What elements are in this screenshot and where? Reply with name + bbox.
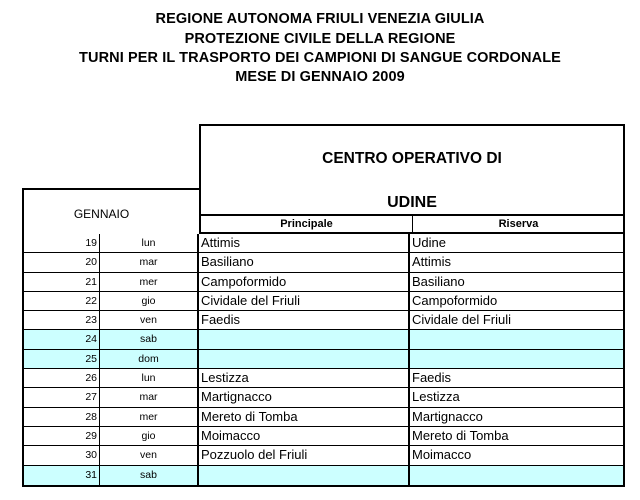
- riserva-cell: Mereto di Tomba: [408, 427, 623, 445]
- principale-cell: [197, 466, 408, 485]
- principale-cell: [197, 330, 408, 348]
- month-header: [22, 188, 199, 236]
- day-number: 26: [85, 372, 97, 385]
- table-row: [24, 253, 623, 272]
- day-number-cell: [24, 466, 99, 485]
- day-number-cell: [24, 273, 99, 291]
- weekday-cell: mar: [99, 388, 197, 406]
- table-row: [24, 311, 623, 330]
- operative-center-header: [199, 124, 625, 214]
- riserva-cell: Moimacco: [408, 446, 623, 464]
- day-number: 30: [85, 449, 97, 462]
- weekday-cell: mer: [99, 408, 197, 426]
- column-headers: [199, 214, 625, 234]
- principale-cell: Attimis: [197, 234, 408, 252]
- day-number-cell: [24, 330, 99, 348]
- day-number-cell: [24, 292, 99, 310]
- principale-cell: Mereto di Tomba: [197, 408, 408, 426]
- day-number-cell: [24, 427, 99, 445]
- day-number: 28: [85, 410, 97, 423]
- weekday-cell: mer: [99, 273, 197, 291]
- weekday-cell: lun: [99, 234, 197, 252]
- month-label: GENNAIO: [73, 207, 130, 221]
- day-number: 19: [85, 237, 97, 249]
- day-number: 24: [85, 333, 97, 346]
- day-number-cell: [24, 369, 99, 387]
- document-title-block: [0, 10, 640, 87]
- day-number: 31: [85, 468, 97, 481]
- weekday-cell: lun: [99, 369, 197, 387]
- table-row: [24, 388, 623, 407]
- day-number: 23: [85, 314, 97, 327]
- principale-cell: Basiliano: [197, 253, 408, 271]
- title-civil-protection: PROTEZIONE CIVILE DELLA REGIONE: [184, 31, 456, 47]
- weekday-cell: ven: [99, 446, 197, 464]
- day-number-cell: [24, 311, 99, 329]
- day-number-cell: [24, 253, 99, 271]
- day-number-cell: [24, 350, 99, 368]
- riserva-cell: [408, 350, 623, 368]
- day-number-cell: [24, 408, 99, 426]
- operative-center-label: CENTRO OPERATIVO DI: [322, 150, 502, 167]
- principale-cell: Faedis: [197, 311, 408, 329]
- principale-cell: Lestizza: [197, 369, 408, 387]
- day-number: 25: [85, 352, 97, 365]
- day-number: 21: [85, 275, 97, 288]
- day-number: 27: [85, 391, 97, 404]
- principale-cell: [197, 350, 408, 368]
- riserva-cell: Campoformido: [408, 292, 623, 310]
- weekday-cell: dom: [99, 350, 197, 368]
- table-row: [24, 234, 623, 253]
- principale-cell: Cividale del Friuli: [197, 292, 408, 310]
- principale-cell: Campoformido: [197, 273, 408, 291]
- weekday-cell: sab: [99, 466, 197, 485]
- riserva-cell: Udine: [408, 234, 623, 252]
- table-row: [24, 330, 623, 349]
- table-row: [24, 466, 623, 485]
- table-row: [24, 446, 623, 465]
- day-number-cell: [24, 446, 99, 464]
- title-transport-shifts: TURNI PER IL TRASPORTO DEI CAMPIONI DI SANGUE CORDONALE: [79, 50, 561, 66]
- title-month: MESE DI GENNAIO 2009: [235, 69, 405, 85]
- principale-cell: Pozzuolo del Friuli: [197, 446, 408, 464]
- riserva-cell: Attimis: [408, 253, 623, 271]
- riserva-cell: Basiliano: [408, 273, 623, 291]
- weekday-cell: sab: [99, 330, 197, 348]
- column-header-riserva: Riserva: [498, 218, 539, 230]
- table-row: [24, 350, 623, 369]
- column-header-principale: Principale: [201, 216, 413, 232]
- weekday-cell: mar: [99, 253, 197, 271]
- riserva-cell: [408, 466, 623, 485]
- operative-center-city: UDINE: [387, 194, 437, 211]
- principale-cell: Martignacco: [197, 388, 408, 406]
- weekday-cell: ven: [99, 311, 197, 329]
- shift-table: [22, 234, 625, 487]
- riserva-cell: Lestizza: [408, 388, 623, 406]
- riserva-cell: Martignacco: [408, 408, 623, 426]
- weekday-cell: gio: [99, 292, 197, 310]
- day-number: 20: [85, 256, 97, 269]
- table-row: [24, 273, 623, 292]
- day-number-cell: [24, 388, 99, 406]
- table-row: [24, 292, 623, 311]
- day-number: 29: [85, 429, 97, 442]
- riserva-cell: [408, 330, 623, 348]
- day-number: 22: [85, 294, 97, 307]
- day-number-cell: [24, 234, 99, 252]
- table-row: [24, 408, 623, 427]
- principale-cell: Moimacco: [197, 427, 408, 445]
- table-row: [24, 427, 623, 446]
- riserva-cell: Cividale del Friuli: [408, 311, 623, 329]
- weekday-cell: gio: [99, 427, 197, 445]
- title-region: REGIONE AUTONOMA FRIULI VENEZIA GIULIA: [155, 11, 485, 27]
- riserva-cell: Faedis: [408, 369, 623, 387]
- table-row: [24, 369, 623, 388]
